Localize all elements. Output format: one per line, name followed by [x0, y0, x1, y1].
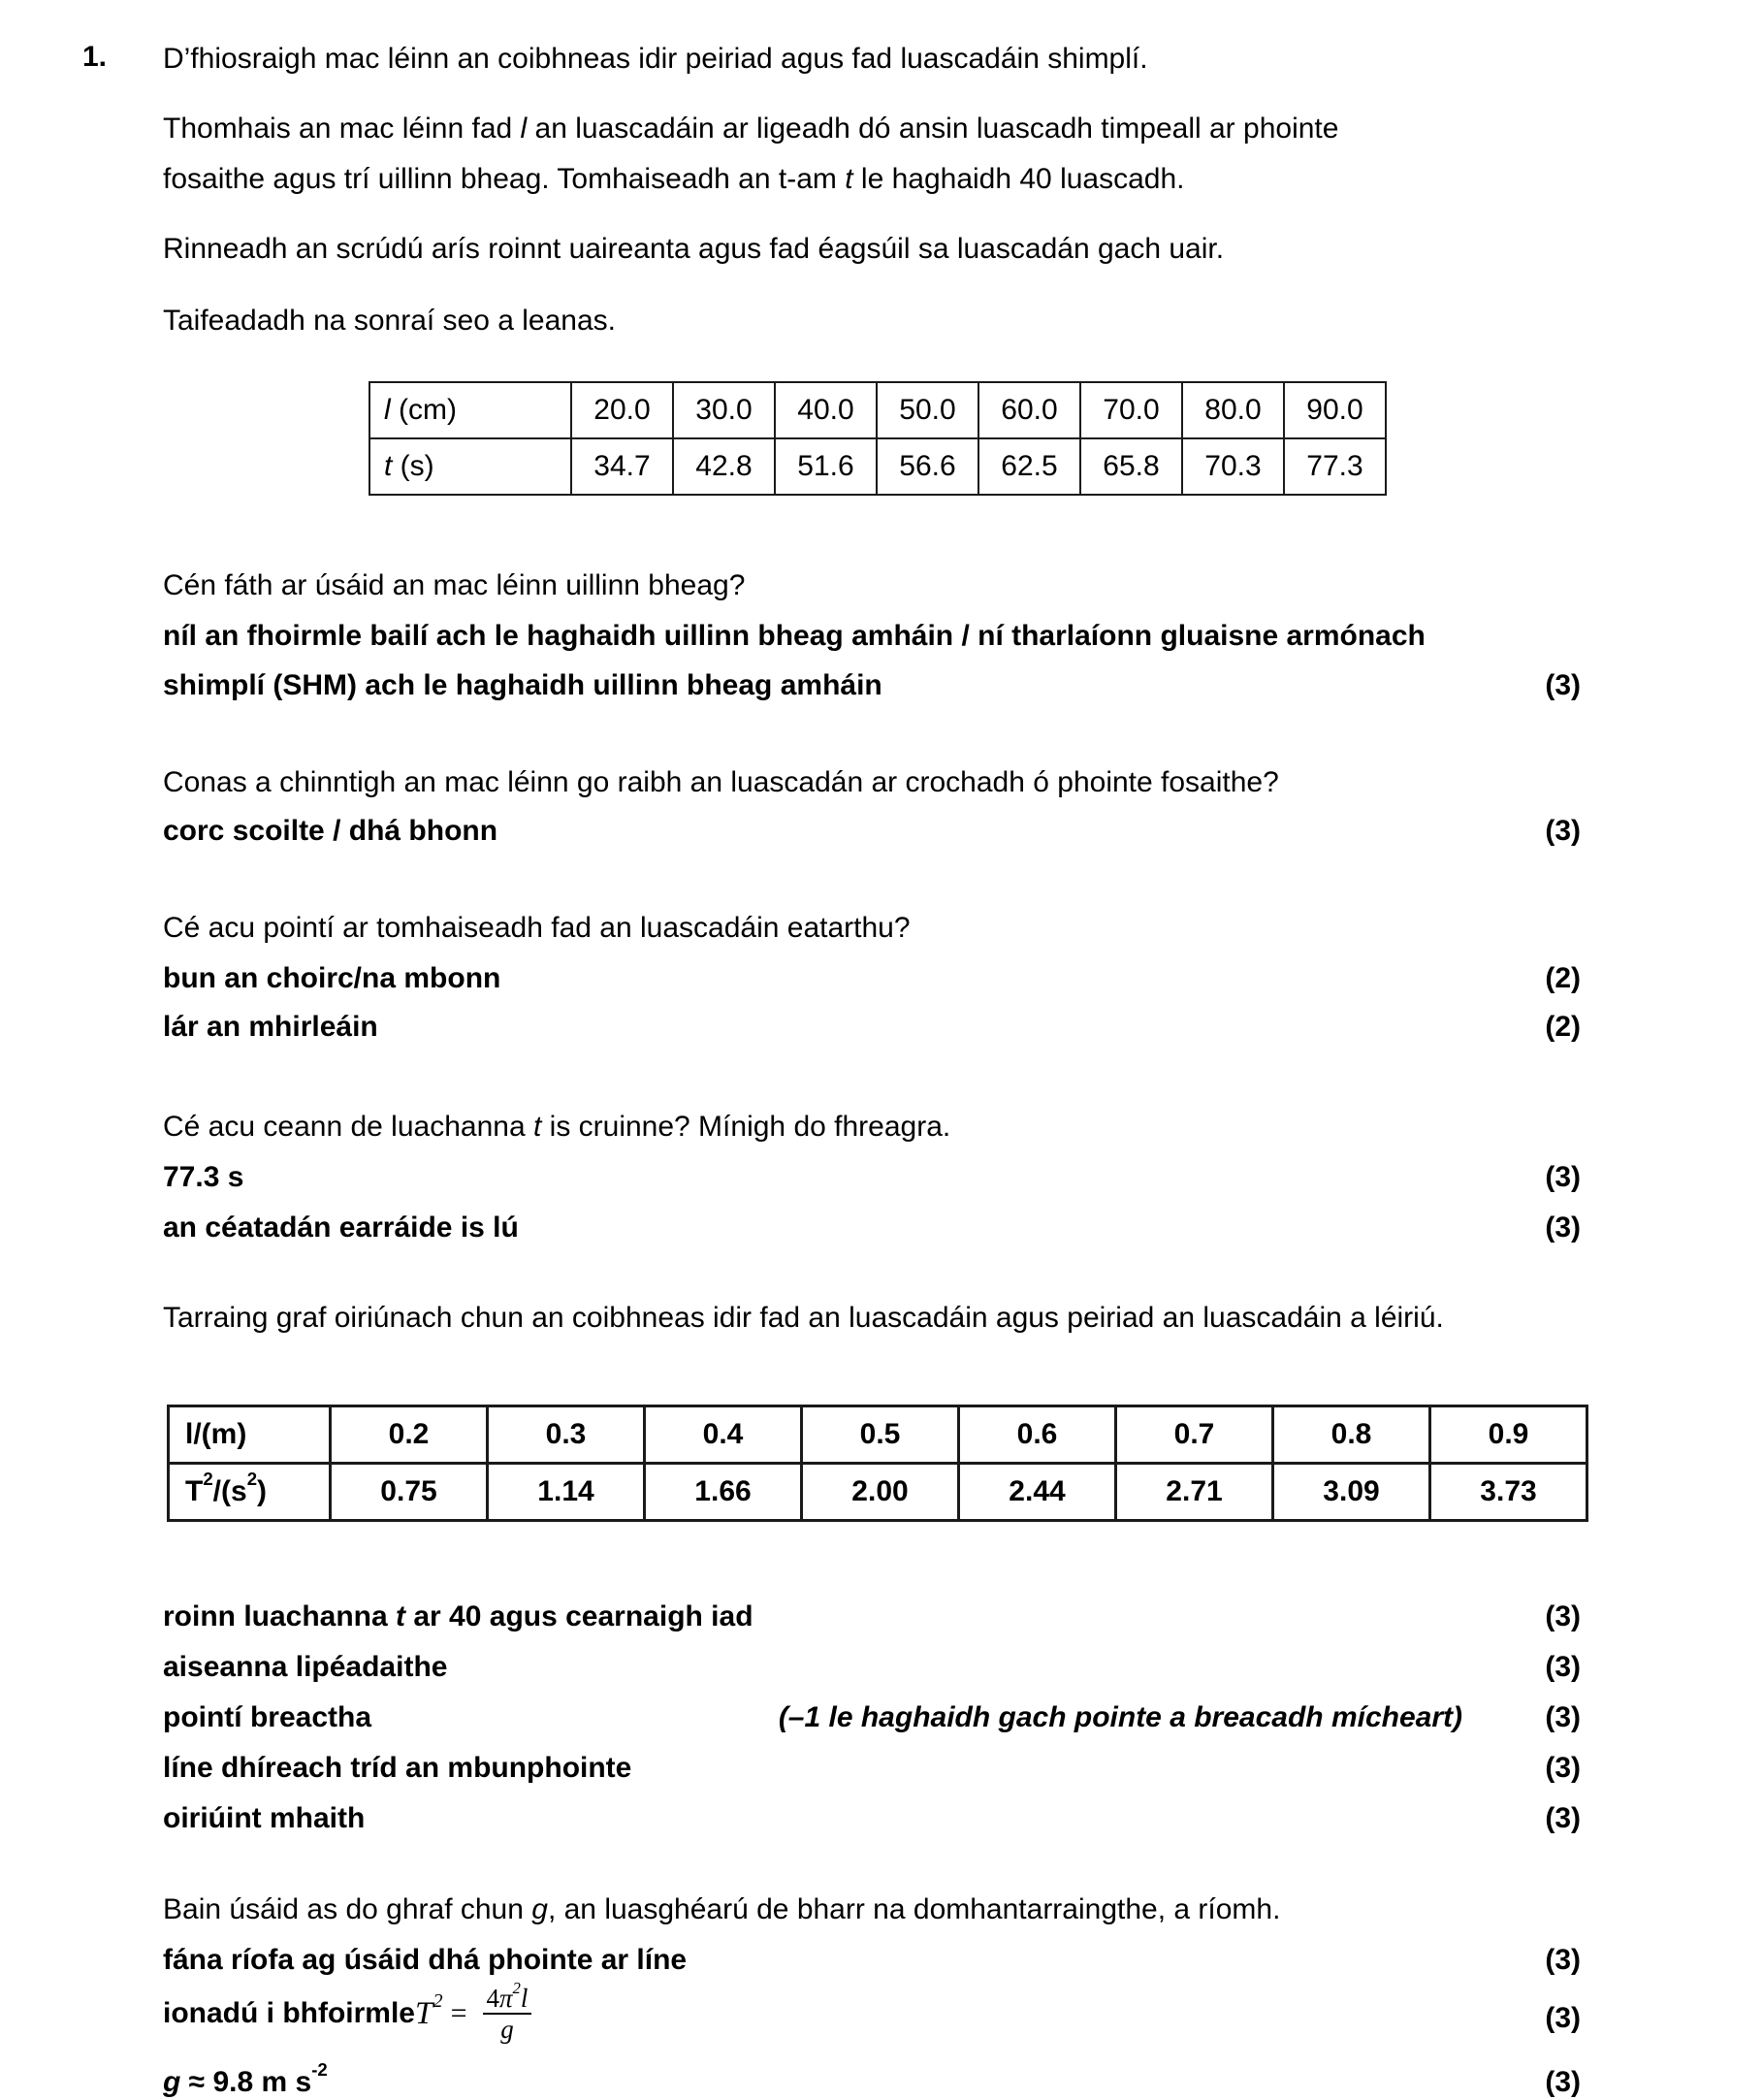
- table-cell: 0.6: [959, 1406, 1116, 1464]
- penalty-note: (–1 le haghaidh gach pointe a breacadh mícheart): [778, 1701, 1462, 1733]
- graph-instruction: [163, 1300, 1444, 1337]
- table-cell-label: l/(m): [169, 1406, 331, 1464]
- paragraph-measure-line1: [163, 111, 1338, 147]
- table-row-length-m: [169, 1406, 1587, 1464]
- marking-item: [163, 1800, 1581, 1837]
- table-cell: 2.71: [1116, 1464, 1273, 1521]
- result-line: [163, 2059, 1581, 2100]
- answer-text: 77.3 s: [163, 1161, 244, 1193]
- sub-question-small-angle: [163, 567, 745, 604]
- table-cell: 65.8: [1080, 438, 1182, 495]
- mark-badge: (3): [1545, 1752, 1581, 1784]
- table-cell: 0.2: [331, 1406, 488, 1464]
- answer-text: fána ríofa ag úsáid dhá phointe ar líne: [163, 1944, 688, 1976]
- coefficient: 4: [486, 1984, 499, 2013]
- variable-t: t: [845, 163, 853, 195]
- answer-text: corc scoilte / dhá bhonn: [163, 815, 498, 847]
- table-cell: 2.44: [959, 1464, 1116, 1521]
- table-cell: 56.6: [877, 438, 978, 495]
- paragraph-text: Thomhais an mac léinn fad: [163, 113, 521, 145]
- table-row-length: [369, 382, 1386, 438]
- answer-text: shimplí (SHM) ach le haghaidh uillinn bheag amháin: [163, 669, 882, 701]
- question-text: , an luasghéarú de bharr na domhantarraingthe, a ríomh.: [547, 1893, 1281, 1925]
- table-cell: 2.00: [802, 1464, 959, 1521]
- variable-g: g: [163, 2066, 181, 2098]
- intro-text: D’fhiosraigh mac léinn an coibhneas idir peiriad agus fad luascadáin shimplí.: [163, 43, 1148, 75]
- variable-g: g: [500, 2015, 514, 2044]
- answer-text: níl an fhoirmle bailí ach le haghaidh uillinn bheag amháin / ní tharlaíonn gluaisne armónach: [163, 620, 1426, 652]
- superscript: 2: [203, 1469, 213, 1490]
- answer-line: [163, 1159, 1581, 1196]
- table-cell: 70.0: [1080, 382, 1182, 438]
- table-cell: 34.7: [571, 438, 673, 495]
- mark-badge: (2): [1545, 1011, 1581, 1043]
- marking-text: pointí breactha: [163, 1701, 372, 1733]
- answer-line: [163, 813, 1581, 850]
- marking-text: ar 40 agus cearnaigh iad: [405, 1600, 753, 1632]
- question-number: 1.: [82, 41, 108, 73]
- table-cell: 60.0: [978, 382, 1080, 438]
- marking-item: [163, 1649, 1581, 1686]
- pi-symbol: π: [499, 1984, 513, 2013]
- table-cell: 62.5: [978, 438, 1080, 495]
- label-part: T: [185, 1475, 204, 1507]
- table-cell: 0.4: [645, 1406, 802, 1464]
- answer-line: [163, 618, 1426, 655]
- mark-badge: (3): [1545, 1701, 1581, 1733]
- sub-question-accuracy: [163, 1109, 950, 1146]
- unit-label: (s): [392, 450, 434, 482]
- mark-badge: (2): [1545, 962, 1581, 994]
- label-part: /(s: [212, 1475, 247, 1507]
- paragraph-repeat: [163, 231, 1224, 268]
- table-cell: 42.8: [673, 438, 775, 495]
- fraction-numerator: [483, 1978, 532, 2013]
- superscript: 2: [512, 1978, 521, 1997]
- formula-T: [415, 1989, 443, 2032]
- question-text: Cé acu ceann de luachanna: [163, 1111, 533, 1143]
- paragraph-data-recorded: [163, 303, 616, 339]
- table-row-time: [369, 438, 1386, 495]
- equals-sign: =: [450, 1997, 467, 2029]
- table-cell: 51.6: [775, 438, 877, 495]
- mark-badge: (3): [1545, 2066, 1581, 2098]
- mark-badge: (3): [1545, 1944, 1581, 1976]
- superscript: 2: [433, 1989, 443, 2012]
- label-part: ): [257, 1475, 268, 1507]
- answer-line: [163, 960, 1581, 997]
- question-intro: [163, 41, 1148, 78]
- unit-label: (cm): [390, 394, 457, 426]
- table-cell: 3.09: [1273, 1464, 1430, 1521]
- mark-badge: (3): [1545, 1651, 1581, 1683]
- answer-text: lár an mhirleáin: [163, 1011, 378, 1043]
- table-cell: 0.8: [1273, 1406, 1430, 1464]
- mark-badge: (3): [1545, 669, 1581, 701]
- question-text: is cruinne? Mínigh do fhreagra.: [541, 1111, 951, 1143]
- superscript: -2: [311, 2059, 328, 2081]
- variable-T: T: [415, 1996, 433, 2031]
- formula-label: ionadú i bhfoirmle: [163, 1997, 415, 2029]
- superscript: 2: [246, 1469, 258, 1490]
- variable-l: l: [520, 1984, 529, 2013]
- data-table-1: [369, 381, 1387, 496]
- paragraph-text: fosaithe agus trí uillinn bheag. Tomhaiseadh an t-am: [163, 163, 846, 195]
- table-cell-label: [169, 1464, 331, 1521]
- mark-badge: (3): [1545, 1161, 1581, 1193]
- fraction-denominator: [483, 2013, 532, 2044]
- mark-badge: (3): [1545, 1600, 1581, 1632]
- table-cell: 0.3: [488, 1406, 645, 1464]
- table-cell: 0.7: [1116, 1406, 1273, 1464]
- marking-text: roinn luachanna: [163, 1600, 397, 1632]
- table-cell: 77.3: [1284, 438, 1386, 495]
- paragraph-text: le haghaidh 40 luascadh.: [852, 163, 1185, 195]
- sub-question-fixed-point: [163, 764, 1279, 801]
- mark-badge: (3): [1545, 1802, 1581, 1834]
- table-cell: 90.0: [1284, 382, 1386, 438]
- question-text: Conas a chinntigh an mac léinn go raibh an luascadán ar crochadh ó phointe fosaithe?: [163, 766, 1279, 798]
- table-cell: 0.5: [802, 1406, 959, 1464]
- question-text: Cé acu pointí ar tomhaiseadh fad an luascadáin eatarthu?: [163, 912, 911, 944]
- marking-item: [163, 1750, 1581, 1787]
- mark-badge: (3): [1545, 2002, 1581, 2034]
- fraction: [483, 1978, 532, 2044]
- table-cell: 30.0: [673, 382, 775, 438]
- paragraph-text: Taifeadadh na sonraí seo a leanas.: [163, 305, 617, 337]
- marking-text: líne dhíreach tríd an mbunphointe: [163, 1752, 632, 1784]
- approx-sign: ≈: [180, 2066, 213, 2098]
- sub-question-gravity: [163, 1891, 1280, 1928]
- marking-text: aiseanna lipéadaithe: [163, 1651, 448, 1683]
- variable-l: l: [520, 113, 528, 145]
- sub-question-measure-points: [163, 910, 911, 947]
- marking-text: oiriúint mhaith: [163, 1802, 366, 1834]
- result-value: 9.8 m s: [212, 2066, 312, 2098]
- variable-t: t: [384, 450, 393, 482]
- mark-badge: (3): [1545, 1212, 1581, 1244]
- formula-line: [163, 1969, 1581, 2058]
- table-cell: 20.0: [571, 382, 673, 438]
- question-text: Cén fáth ar úsáid an mac léinn uillinn bheag?: [163, 569, 746, 601]
- table-row-period-squared: [169, 1464, 1587, 1521]
- variable-l: l: [384, 394, 391, 426]
- table-cell: 0.75: [331, 1464, 488, 1521]
- instruction-text: Tarraing graf oiriúnach chun an coibhneas idir fad an luascadáin agus peiriad an luascadáin a léiriú.: [163, 1302, 1444, 1334]
- variable-g: g: [531, 1893, 548, 1925]
- table-cell: 1.66: [645, 1464, 802, 1521]
- variable-t: t: [532, 1111, 542, 1143]
- answer-line: [163, 1009, 1581, 1046]
- table-cell: 1.14: [488, 1464, 645, 1521]
- marking-item: [163, 1699, 1581, 1736]
- answer-text: bun an choirc/na mbonn: [163, 962, 501, 994]
- answer-line: [163, 1210, 1581, 1246]
- table-cell: 80.0: [1182, 382, 1284, 438]
- paragraph-text: an luascadáin ar ligeadh dó ansin luascadh timpeall ar phointe: [527, 113, 1339, 145]
- variable-t: t: [396, 1600, 406, 1632]
- paragraph-text: Rinneadh an scrúdú arís roinnt uaireanta agus fad éagsúil sa luascadán gach uair.: [163, 233, 1225, 265]
- formula: [163, 1969, 1581, 2058]
- table-cell: 50.0: [877, 382, 978, 438]
- table-cell: 40.0: [775, 382, 877, 438]
- table-cell-label: [369, 382, 571, 438]
- answer-text: an céatadán earráide is lú: [163, 1212, 519, 1244]
- mark-badge: (3): [1545, 815, 1581, 847]
- table-cell: 0.9: [1430, 1406, 1587, 1464]
- table-cell-label: [369, 438, 571, 495]
- marking-item: [163, 1599, 1581, 1635]
- data-table-2: [167, 1405, 1588, 1522]
- table-cell: 70.3: [1182, 438, 1284, 495]
- paragraph-measure-line2: [163, 161, 1185, 198]
- table-cell: 3.73: [1430, 1464, 1587, 1521]
- question-text: Bain úsáid as do ghraf chun: [163, 1893, 532, 1925]
- answer-line: [163, 667, 1581, 704]
